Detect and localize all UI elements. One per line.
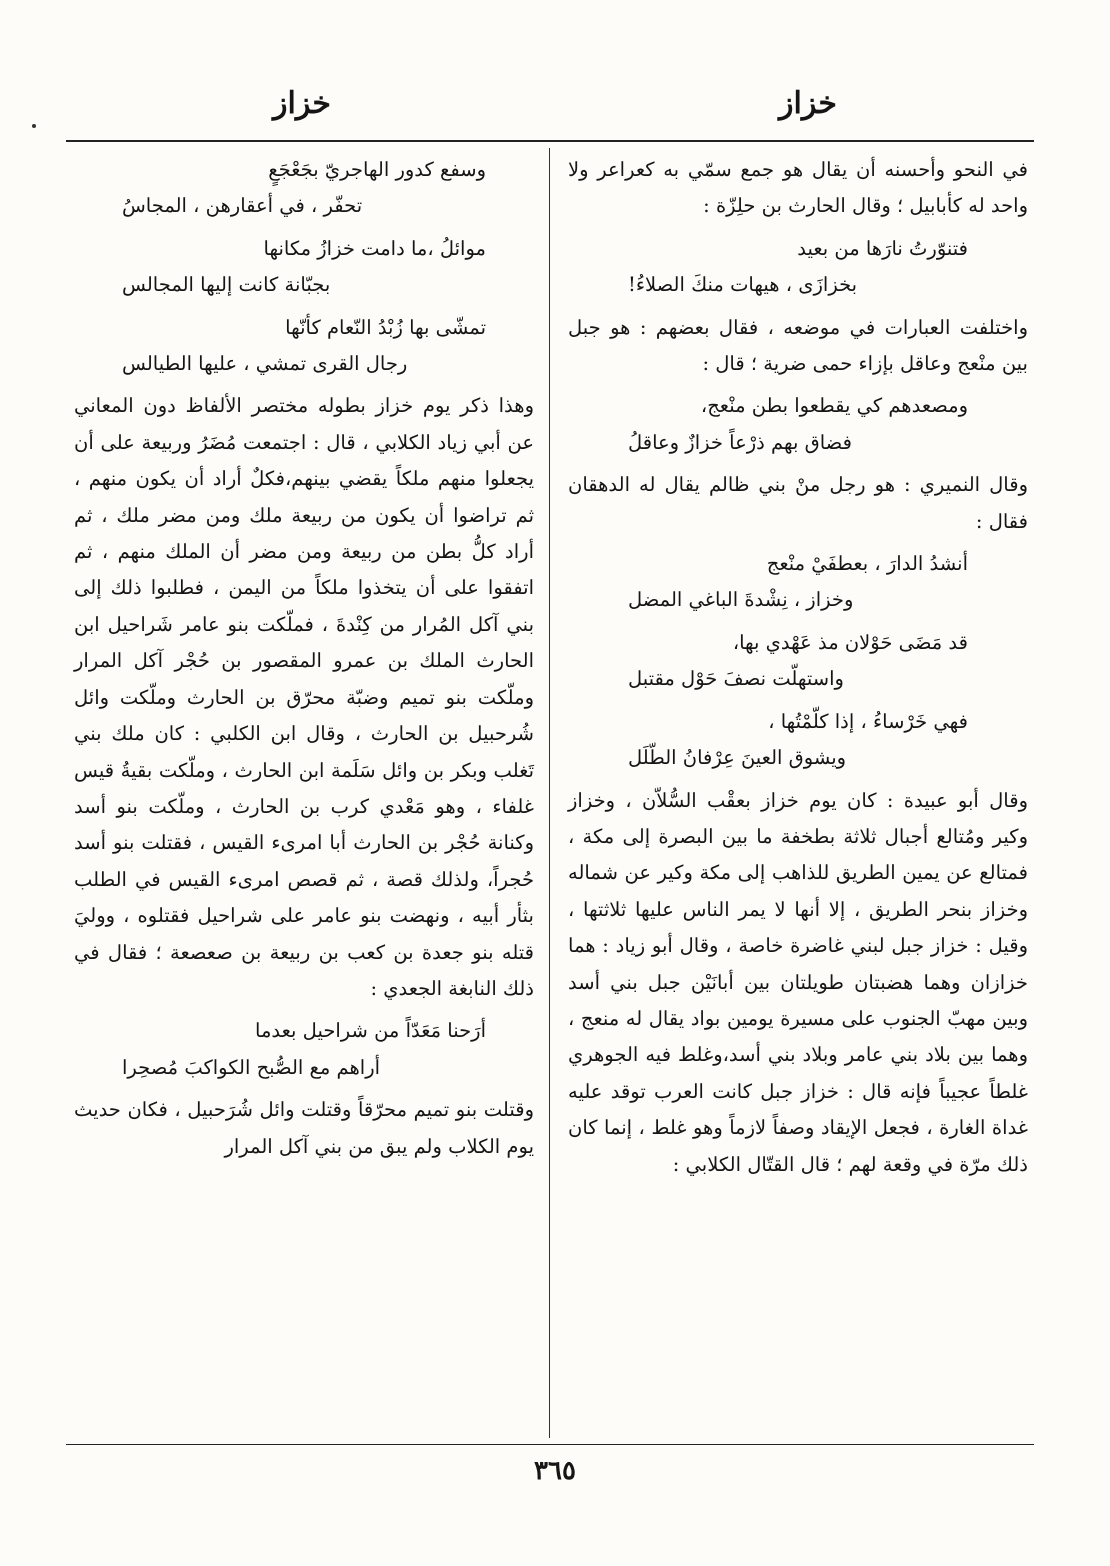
- verse-hemistich-1: فهي خَرْساءُ ، إذا كلّمْتُها ،: [768, 709, 968, 733]
- verse-hemistich-2: واستهلّت نصفَ حَوْل مقتبل: [628, 667, 844, 691]
- footer-rule: [66, 1444, 1034, 1445]
- verse-hemistich-2: وخزاز ، نِشْدةَ الباغي المضل: [628, 588, 854, 612]
- verse-hemistich-2: بخزازَى ، هيهات منكَ الصلاءُ!: [628, 273, 858, 297]
- verse-hemistich-2: أراهم مع الصُّبح الكواكبَ مُصحِرا: [122, 1055, 381, 1079]
- running-head-right: خزاز: [779, 86, 837, 121]
- speck-mark: [32, 124, 36, 128]
- verse-hemistich-1: وسفع كدور الهاجريّ بجَعْجَعٍ: [268, 158, 486, 181]
- paragraph: وقال أبو عبيدة : كان يوم خزاز بعقْب السُّلاّن ، وخزاز وكير ومُتالع أجبال ثلاثة بطخفة ما بين البصرة إلى مكة ، فمتالع عن يمين الطريق للذاهب إلى مكة وكير عن شماله وخزاز بنحر الطريق ، إلا أنها لا يمر الناس عليها ثلاثتها ، وقيل : خزاز جبل لبني غاضرة خاصة ، وقال أبو زياد : هما خزازان وهما هضبتان طويلتان بين أبانَيْن جبل بني أسد وبين مهبّ الجنوب على مسيرة يومين بواد يقال له منعج ، وهما بين بلاد بني عامر وبلاد بني أسد،وغلط فيه الجوهري غلطاً عجيباً فإنه قال : خزاز جبل كانت العرب توقد عليه غداة الغارة ، فجعل الإيقاد وصفاً لازماً وهو غلط ، إنما كان ذلك مرّة في وقعة لهم ؛ قال القتّال الكلابي :: [568, 788, 1028, 1176]
- verse: [74, 152, 534, 225]
- verse: [568, 546, 1028, 619]
- verse-hemistich-1: تمشّى بها زُبْدُ النّعام كأنّها: [285, 315, 486, 339]
- running-head-left: خزاز: [273, 86, 331, 121]
- verse-hemistich-1: أنشدُ الدارَ ، بعطفَيْ منْعج: [766, 552, 968, 576]
- verse: [74, 310, 534, 383]
- left-column: [74, 152, 534, 1165]
- page-header: [60, 86, 1050, 130]
- verse-hemistich-1: ومصعدهم كي يقطعوا بطن منْعج،: [700, 394, 968, 418]
- right-column: [568, 152, 1028, 1183]
- verse-hemistich-1: فتنوّرتُ نارَها من بعيد: [797, 236, 968, 260]
- verse: [568, 388, 1028, 461]
- paragraph: في النحو وأحسنه أن يقال هو جمع سمّي به كعراعر ولا واحد له كأبابيل ؛ وقال الحارث بن حلِزّة :: [568, 158, 1028, 218]
- verse-hemistich-1: أرَحنا مَعَدّاً من شراحيل بعدما: [255, 1019, 486, 1043]
- paragraph: وقال النميري : هو رجل منْ بني ظالم يقال له الدهقان فقال :: [568, 473, 1028, 533]
- verse-hemistich-2: فضاق بهم ذرْعاً خزازٌ وعاقلُ: [628, 430, 852, 454]
- page-number: ٣٦٥: [534, 1456, 576, 1486]
- verse-hemistich-2: تحفّر ، في أعقارهن ، المجاسُ: [122, 194, 363, 218]
- verse-hemistich-2: بجبّانة كانت إليها المجالس: [122, 273, 331, 297]
- column-divider: [549, 148, 550, 1438]
- verse-hemistich-1: قد مَضَى حَوْلان مذ عَهْدي بها،: [732, 630, 968, 654]
- verse: [74, 231, 534, 304]
- verse-hemistich-2: ويشوق العينَ عِرْفانُ الطّلَل: [628, 746, 847, 770]
- verse: [568, 231, 1028, 304]
- verse: [568, 625, 1028, 698]
- paragraph: وقتلت بنو تميم محرّقاً وقتلت وائل شُرَحبيل ، فكان حديث يوم الكلاب ولم يبق من بني آكل المرار: [74, 1098, 534, 1158]
- verse-hemistich-2: رجال القرى تمشي ، عليها الطيالس: [122, 352, 408, 376]
- paragraph: واختلفت العبارات في موضعه ، فقال بعضهم : هو جبل بين منْعج وعاقل بإزاء حمى ضرية ؛ قال :: [568, 315, 1028, 376]
- verse: [74, 1013, 534, 1086]
- verse: [568, 704, 1028, 777]
- paragraph: وهذا ذكر يوم خزاز بطوله مختصر الألفاظ دون المعاني عن أبي زياد الكلابي ، قال : اجتمعت مُضَرُ وربيعة على أن يجعلوا منهم ملكاً يقضي بينهم،فكلٌ أراد أن يكون منهم ، ثم تراضوا أن يكون من ربيعة ملك ومن مضر ملك ، ثم أراد كلُّ بطن من ربيعة ومن مضر أن الملك منهم ، ثم اتفقوا على أن يتخذوا ملكاً من اليمن ، فطلبوا ذلك إلى بني آكل المُرار من كِنْدةَ ، فملّكت بنو عامر شَراحيل ابن الحارث الملك بن عمرو المقصور بن حُجْر آكل المرار وملّكت بنو تميم وضبّة محرّق بن الحارث وملّكت وائل شُرحبيل بن الحارث ، وقال ابن الكلبي : كان ملك بني تَغلب وبكر بن وائل سَلَمة ابن الحارث ، وملّكت بقيةُ قيس غلفاء ، وهو مَعْدي كرب بن الحارث ، وملّكت بنو أسد وكنانة حُجْر بن الحارث أبا امرىء القيس ، فقتلت بنو أسد حُجراً، ولذلك قصة ، ثم قصص امرىء القيس في الطلب بثأر أبيه ، ونهضت بنو عامر على شراحيل فقتلوه ، ووليَ قتله بنو جعدة بن كعب بن ربيعة بن صعصعة ؛ فقال في ذلك النابغة الجعدي :: [74, 394, 534, 1000]
- header-rule: [66, 140, 1034, 142]
- verse-hemistich-1: موائلُ ،ما دامت خزازُ مكانها: [263, 236, 486, 260]
